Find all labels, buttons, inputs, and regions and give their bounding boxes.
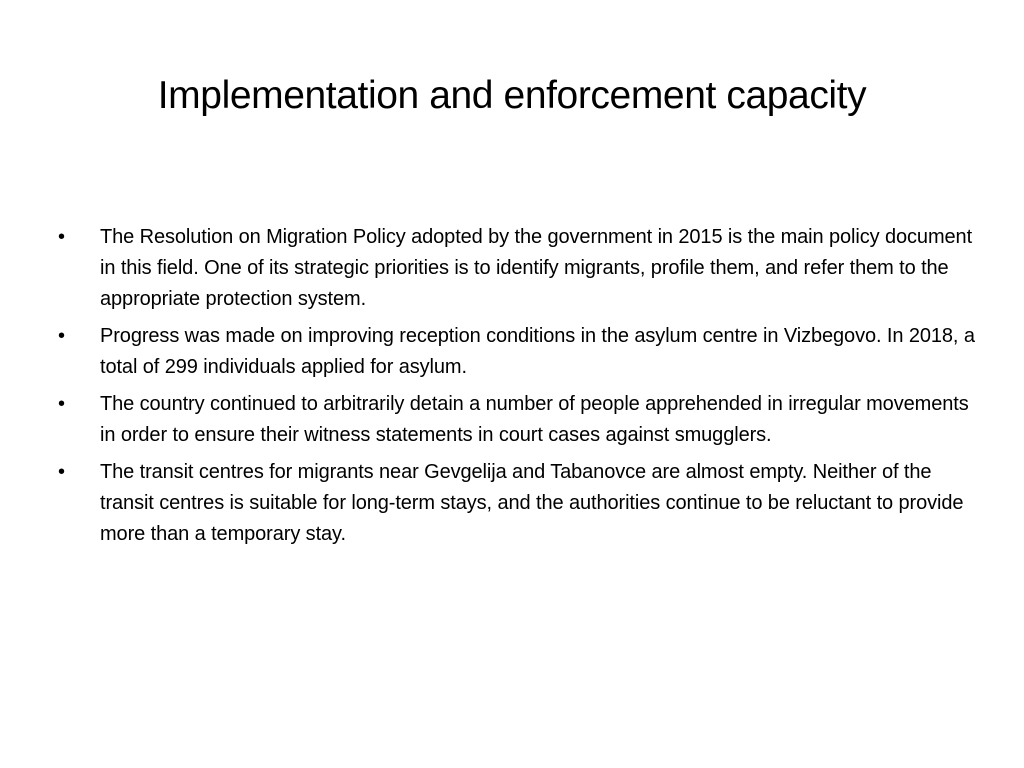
bullet-marker: • xyxy=(58,461,65,483)
bullet-text-2: Progress was made on improving reception conditions in the asylum centre in Vizbegovo. In 2018, a total of 299 individuals applied for asylum. xyxy=(100,325,975,378)
bullet-text-3: The country continued to arbitrarily detain a number of people apprehended in irregular movements in order to ensure their witness statements in court cases against smugglers. xyxy=(100,393,969,446)
bullet-list xyxy=(58,222,978,556)
bullet-item-3 xyxy=(58,389,978,451)
bullet-item-2 xyxy=(58,321,978,383)
bullet-marker: • xyxy=(58,325,65,347)
bullet-marker: • xyxy=(58,393,65,415)
bullet-text-4: The transit centres for migrants near Gevgelija and Tabanovce are almost empty. Neither of the transit centres is suitable for long-term stays, and the authorities continue to be reluctant to provide more than a temporary stay. xyxy=(100,461,964,545)
bullet-marker: • xyxy=(58,226,65,248)
bullet-item-1 xyxy=(58,222,978,315)
bullet-text-1: The Resolution on Migration Policy adopted by the government in 2015 is the main policy document in this field. One of its strategic priorities is to identify migrants, profile them, and refer them to the appropriate protection system. xyxy=(100,226,973,310)
slide-title: Implementation and enforcement capacity xyxy=(157,74,867,117)
bullet-item-4 xyxy=(58,457,978,550)
